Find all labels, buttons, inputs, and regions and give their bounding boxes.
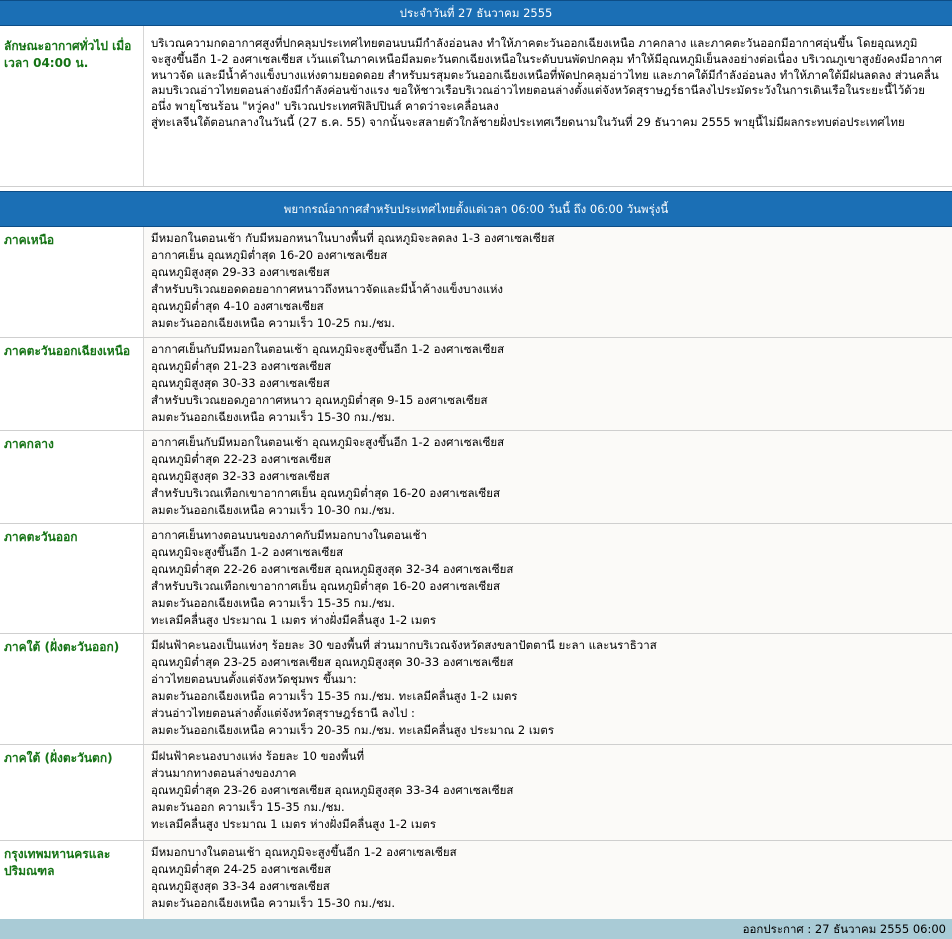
forecast-line: สำหรับบริเวณยอดภูอากาศหนาว อุณหภูมิต่ำสุด 9-15 องศาเซลเซียส (151, 393, 488, 407)
region-row-north (0, 227, 952, 338)
region-row-east (0, 524, 952, 634)
region-name: ภาคตะวันออกเฉียงเหนือ (0, 338, 144, 430)
issue-timestamp: ออกประกาศ : 27 ธันวาคม 2555 06:00 (0, 919, 952, 939)
forecast-line: ลมตะวันออกเฉียงเหนือ ความเร็ว 10-25 กม./ชม. (151, 316, 396, 330)
region-forecast (144, 431, 952, 523)
region-forecast (144, 524, 952, 633)
intro-line: สู่ทะเลจีนใต้ตอนกลางในวันนี้ (27 ธ.ค. 55) จากนั้นจะสลายตัวใกล้ชายฝั่งประเทศเวียดนามในวันที่ 29 ธันวาคม 2555 พายุนี้ไม่มีผลกระทบต่อประเทศไทย (151, 114, 905, 129)
intro-line: บริเวณความกดอากาศสูงที่ปกคลุมประเทศไทยตอนบนมีกำลังอ่อนลง ทำให้ภาคตะวันออกเฉียงเหนือ ภาคกลาง และภาคตะวันออกมีอากาศอุ่นขึ้น โดยอุณหภูมิ (151, 36, 918, 50)
region-name: ภาคตะวันออก (0, 524, 144, 633)
forecast-line: สำหรับบริเวณเทือกเขาอากาศเย็น อุณหภูมิต่ำสุด 16-20 องศาเซลเซียส (151, 486, 500, 500)
forecast-line: อากาศเย็นกับมีหมอกในตอนเช้า อุณหภูมิจะสูงขึ้นอีก 1-2 องศาเซลเซียส (151, 435, 505, 449)
forecast-line: อุณหภูมิต่ำสุด 23-25 องศาเซลเซียส อุณหภูมิสูงสุด 30-33 องศาเซลเซียส (151, 655, 514, 669)
forecast-line: อุณหภูมิต่ำสุด 24-25 องศาเซลเซียส (151, 862, 332, 876)
forecast-line: ทะเลมีคลื่นสูง ประมาณ 1 เมตร ห่างฝั่งมีคลื่นสูง 1-2 เมตร (151, 613, 437, 627)
forecast-period-header: พยากรณ์อากาศสำหรับประเทศไทยตั้งแต่เวลา 06:00 วันนี้ ถึง 06:00 วันพรุ่งนี้ (0, 191, 952, 227)
forecast-line: อากาศเย็นกับมีหมอกในตอนเช้า อุณหภูมิจะสูงขึ้นอีก 1-2 องศาเซลเซียส (151, 342, 505, 356)
region-name: ภาคใต้ (ฝั่งตะวันตก) (0, 745, 144, 840)
forecast-line: อุณหภูมิต่ำสุด 22-26 องศาเซลเซียส อุณหภูมิสูงสุด 32-34 องศาเซลเซียส (151, 562, 514, 576)
region-forecast (144, 634, 952, 744)
region-name: ภาคใต้ (ฝั่งตะวันออก) (0, 634, 144, 744)
general-conditions-row (0, 26, 952, 187)
region-forecast (144, 227, 952, 337)
general-conditions-heading: ลักษณะอากาศทั่วไป เมื่อเวลา 04:00 น. (0, 26, 144, 186)
region-row-northeast (0, 338, 952, 431)
region-row-central (0, 431, 952, 524)
region-name: ภาคเหนือ (0, 227, 144, 337)
region-row-south-west-coast (0, 745, 952, 841)
forecast-line: ลมตะวันออกเฉียงเหนือ ความเร็ว 10-30 กม./ชม. (151, 503, 396, 517)
region-name: กรุงเทพมหานครและปริมณฑล (0, 841, 144, 919)
region-row-south-east-coast (0, 634, 952, 745)
forecast-line: ลมตะวันออกเฉียงเหนือ ความเร็ว 20-35 กม./ชม. ทะเลมีคลื่นสูง ประมาณ 2 เมตร (151, 723, 555, 737)
forecast-line: ลมตะวันออกเฉียงเหนือ ความเร็ว 15-35 กม./ชม. (151, 596, 396, 610)
forecast-line: อุณหภูมิต่ำสุด 21-23 องศาเซลเซียส (151, 359, 332, 373)
forecast-line: ส่วนมากทางตอนล่างของภาค (151, 766, 297, 780)
forecast-line: มีฝนฟ้าคะนองเป็นแห่งๆ ร้อยละ 30 ของพื้นที่ ส่วนมากบริเวณจังหวัดสงขลาปัตตานี ยะลา และนราธิวาส (151, 638, 657, 652)
forecast-line: ทะเลมีคลื่นสูง ประมาณ 1 เมตร ห่างฝั่งมีคลื่นสูง 1-2 เมตร (151, 817, 437, 831)
forecast-line: มีหมอกบางในตอนเช้า อุณหภูมิจะสูงขึ้นอีก 1-2 องศาเซลเซียส (151, 845, 457, 859)
forecast-line: อากาศเย็นทางตอนบนของภาคกับมีหมอกบางในตอนเช้า (151, 528, 427, 542)
region-forecast (144, 745, 952, 840)
forecast-line: สำหรับบริเวณยอดดอยอากาศหนาวถึงหนาวจัดและมีน้ำค้างแข็งบางแห่ง (151, 282, 504, 296)
region-row-bangkok (0, 841, 952, 919)
forecast-line: อุณหภูมิสูงสุด 33-34 องศาเซลเซียส (151, 879, 330, 893)
region-name: ภาคกลาง (0, 431, 144, 523)
intro-line: อนึ่ง พายุโซนร้อน "หวู่คง" บริเวณประเทศฟิลิปปินส์ คาดว่าจะเคลื่อนลง (151, 99, 499, 114)
forecast-line: ลมตะวันออกเฉียงเหนือ ความเร็ว 15-30 กม./ชม. (151, 410, 396, 424)
date-header: ประจำวันที่ 27 ธันวาคม 2555 (0, 0, 952, 26)
forecast-line: อุณหภูมิสูงสุด 32-33 องศาเซลเซียส (151, 469, 330, 483)
forecast-line: อุณหภูมิต่ำสุด 23-26 องศาเซลเซียส อุณหภูมิสูงสุด 33-34 องศาเซลเซียส (151, 783, 514, 797)
forecast-line: สำหรับบริเวณเทือกเขาอากาศเย็น อุณหภูมิต่ำสุด 16-20 องศาเซลเซียส (151, 579, 500, 593)
forecast-line: อุณหภูมิต่ำสุด 22-23 องศาเซลเซียส (151, 452, 332, 466)
forecast-line: มีฝนฟ้าคะนองบางแห่ง ร้อยละ 10 ของพื้นที่ (151, 749, 365, 763)
forecast-line: อุณหภูมิต่ำสุด 4-10 องศาเซลเซียส (151, 299, 324, 313)
forecast-line: อ่าวไทยตอนบนตั้งแต่จังหวัดชุมพร ขึ้นมา: (151, 672, 357, 686)
forecast-line: อุณหภูมิจะสูงขึ้นอีก 1-2 องศาเซลเซียส (151, 545, 344, 559)
region-forecast (144, 841, 952, 919)
forecast-line: อากาศเย็น อุณหภูมิต่ำสุด 16-20 องศาเซลเซียส (151, 248, 388, 262)
general-conditions-text (144, 26, 952, 186)
forecast-line: อุณหภูมิสูงสุด 29-33 องศาเซลเซียส (151, 265, 330, 279)
forecast-line: อุณหภูมิสูงสุด 30-33 องศาเซลเซียส (151, 376, 330, 390)
forecast-line: มีหมอกในตอนเช้า กับมีหมอกหนาในบางพื้นที่ อุณหภูมิจะลดลง 1-3 องศาเซลเซียส (151, 231, 555, 245)
forecast-line: ส่วนอ่าวไทยตอนล่างตั้งแต่จังหวัดสุราษฎร์ธานี ลงไป : (151, 706, 415, 720)
intro-line: จะสูงขึ้นอีก 1-2 องศาเซลเซียส เว้นแต่ในภาคเหนือมีลมตะวันตกเฉียงเหนือในระดับบนพัดปกคลุม ทำให้มีอุณหภูมิเย็นลงอย่างต่อเนื่อง บริเวณภูเขาสูงยังคงมีอากาศหนาวจัด และมีน้ำค้างแข็งบางแห่งตามยอดดอย สำหรับมรสุมตะวันออกเฉียงเหนือที่พัดปกคลุมอ่าวไทย และภาคใต้มีกำลังอ่อนลง ทำให้ภาคใต้มีฝนลดลง ส่วนคลื่นลมบริเวณอ่าวไทยตอนล่างยังมีกำลังค่อนข้างแรง ขอให้ชาวเรือบริเวณอ่าวไทยตอนล่างตั้งแต่จังหวัดสุราษฎร์ธานีลงไประมัดระวังในการเดินเรือในระยะนี้ไว้ด้วย (151, 51, 942, 98)
forecast-line: ลมตะวันออก ความเร็ว 15-35 กม./ชม. (151, 800, 345, 814)
region-forecast (144, 338, 952, 430)
forecast-line: ลมตะวันออกเฉียงเหนือ ความเร็ว 15-30 กม./ชม. (151, 896, 396, 910)
forecast-line: ลมตะวันออกเฉียงเหนือ ความเร็ว 15-35 กม./ชม. ทะเลมีคลื่นสูง 1-2 เมตร (151, 689, 518, 703)
